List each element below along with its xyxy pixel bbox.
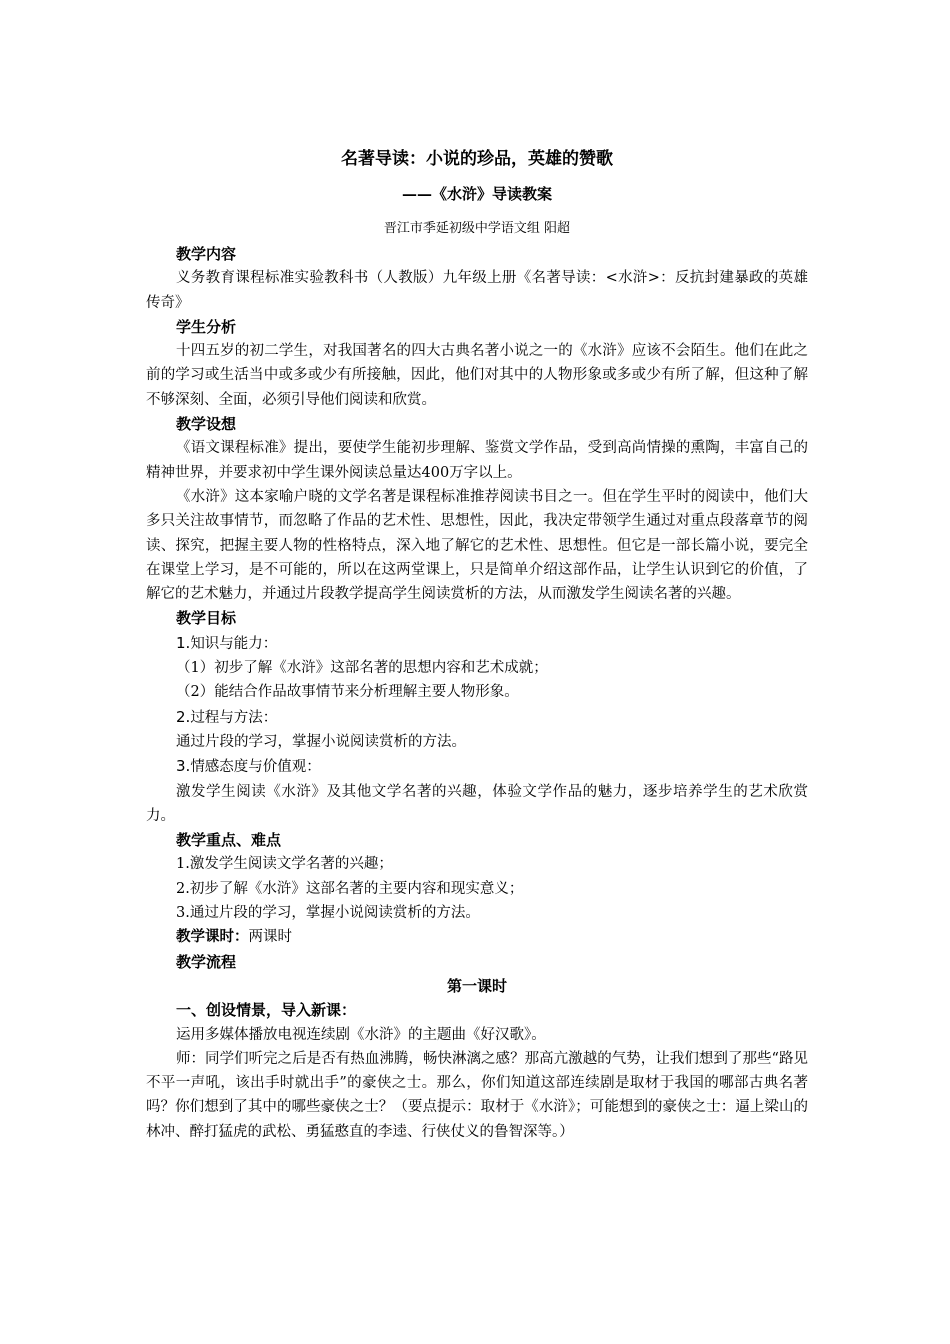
document-author: 晋江市季延初级中学语文组 阳超 bbox=[383, 221, 571, 236]
goal-1-label: 知识与能力： bbox=[190, 635, 278, 652]
section-heading-goals: 教学目标 bbox=[176, 609, 237, 628]
document-body bbox=[146, 148, 808, 1144]
lesson-1-heading: 第一课时 bbox=[446, 976, 507, 995]
goal-1-heading bbox=[146, 631, 808, 656]
key-point-2: 2.初步了解《水浒》这部名著的主要内容和现实意义； bbox=[176, 880, 524, 897]
goal-3-item: 激发学生阅读《水浒》及其他文学名著的兴趣，体验文学作品的魅力，逐步培养学生的艺术欣赏力。 bbox=[146, 783, 808, 824]
goal-3-label: 情感态度与价值观： bbox=[190, 759, 321, 776]
section-text-student: 十四五岁的初二学生，对我国著名的四大古典名著小说之一的《水浒》应该不会陌生。他们在此之前的学习或生活当中或多或少有所接触，因此，他们对其中的人物形象或多或少有所了解，但这种了解不够深刻、全面，必须引导他们阅读和欣赏。 bbox=[146, 343, 808, 408]
goal-1-item-1: （1）初步了解《水浒》这部名著的思想内容和艺术成就； bbox=[176, 660, 548, 677]
goal-3-heading bbox=[146, 754, 808, 779]
section-heading-student: 学生分析 bbox=[176, 317, 237, 336]
goal-1-item-2: （2）能结合作品故事情节来分析理解主要人物形象。 bbox=[176, 684, 519, 701]
step-1-text-1: 运用多媒体播放电视连续剧《水浒》的主题曲《好汉歌》。 bbox=[176, 1026, 546, 1043]
section-text-design-1: 《语文课程标准》提出，要使学生能初步理解、鉴赏文学作品，受到高尚情操的熏陶，丰富自己的精神世界，并要求初中学生课外阅读总量达400万字以上。 bbox=[146, 440, 808, 481]
goal-2-label: 过程与方法： bbox=[190, 709, 278, 726]
step-1-text-2: 师：同学们听完之后是否有热血沸腾，畅快淋漓之感？那高亢激越的气势，让我们想到了那些“路见不平一声吼，该出手时就出手”的豪侠之士。那么，你们知道这部连续剧是取材于我国的哪部古典名著吗？你们想到了其中的哪些豪侠之士？（要点提示：取材于《水浒》；可能想到的豪侠之士：逼上梁山的林冲、醉打猛虎的武松、勇猛憨直的李逵、行侠仗义的鲁智深等。） bbox=[146, 1050, 808, 1140]
goal-3-number: 3. bbox=[176, 757, 191, 776]
document-subtitle: ——《水浒》导读教案 bbox=[401, 185, 552, 203]
section-heading-key-points: 教学重点、难点 bbox=[176, 831, 282, 850]
teaching-hours bbox=[146, 925, 808, 949]
section-text-design-2: 《水浒》这本家喻户晓的文学名著是课程标准推荐阅读书目之一。但在学生平时的阅读中，他们大多只关注故事情节，而忽略了作品的艺术性、思想性，因此，我决定带领学生通过对重点段落章节的阅读、探究，把握主要人物的性格特点，深入地了解它的艺术性、思想性。但它是一部长篇小说，要完全在课堂上学习，是不可能的，所以在这两堂课上，只是简单介绍这部作品，让学生认识到它的价值，了解它的艺术魅力，并通过片段教学提高学生阅读赏析的方法，从而激发学生阅读名著的兴趣。 bbox=[146, 488, 808, 603]
goal-1-number: 1. bbox=[176, 633, 191, 652]
teaching-hours-value: 两课时 bbox=[248, 929, 292, 946]
section-heading-design: 教学设想 bbox=[176, 415, 237, 434]
key-point-1: 1.激发学生阅读文学名著的兴趣； bbox=[176, 856, 393, 873]
goal-2-heading bbox=[146, 705, 808, 730]
section-heading-content: 教学内容 bbox=[176, 245, 237, 263]
document-title: 名著导读：小说的珍品，英雄的赞歌 bbox=[341, 149, 613, 169]
key-point-3: 3.通过片段的学习，掌握小说阅读赏析的方法。 bbox=[176, 905, 480, 922]
section-text-content: 义务教育课程标准实验教科书（人教版）九年级上册《名著导读：<水浒>：反抗封建暴政的英雄传奇》 bbox=[146, 270, 808, 311]
section-heading-flow: 教学流程 bbox=[176, 952, 237, 971]
goal-2-item: 通过片段的学习，掌握小说阅读赏析的方法。 bbox=[176, 733, 466, 750]
goal-2-number: 2. bbox=[176, 707, 191, 726]
teaching-hours-label: 教学课时： bbox=[176, 928, 249, 946]
step-1-heading: 一、创设情景，导入新课： bbox=[176, 1001, 357, 1020]
